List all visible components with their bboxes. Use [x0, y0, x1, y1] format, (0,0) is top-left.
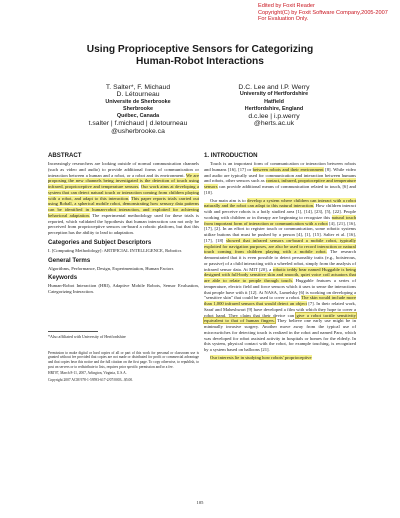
author-email: @usherbrooke.ca [111, 127, 165, 135]
intro-text: Our main aim is to [210, 197, 246, 203]
intro-paragraph [204, 198, 356, 353]
column-spacer [48, 341, 199, 351]
author-affiliation: Universite de Sherbrooke [105, 98, 171, 105]
copyright-line: Copyright 2007 ACM 978-1-59593-617-2/07/0003...$5.00. [48, 377, 134, 382]
highlighted-text: robotic teddy bear named Huggable is being designed with full-body sensitive skin and smooth, quiet voice coil actuators that are able to relate to people through touch. [204, 266, 357, 283]
author-names: D. Létourneau [116, 91, 160, 99]
highlighted-text: Our work aims at developing a system that can detect natural touch or interaction coming from children playing with a robot, and adapt to this interaction. [48, 184, 200, 201]
left-column [48, 149, 199, 384]
intro-text: [4], [21], [16], [17], [2]. In an effort to register touch or communication, some robotic systems utilize buttons that must be pushed by a person [4], [1], [15]. Salter et al. [16], [17], [18] [204, 220, 356, 243]
highlighted-text: Our interests lie in studying how robots' proprioceptive [210, 354, 312, 360]
highlighted-text: The skin would include more than 1,000 infrared sensors that would detect an object [204, 295, 356, 306]
right-column [204, 149, 356, 363]
venue-line: HRI'07, March 8-11, 2007, Arlington, Virginia, U.S.A. [48, 371, 127, 376]
foxit-watermark [258, 3, 398, 23]
author-block-hertfordshire [214, 84, 334, 128]
watermark-line-3: For Evaluation Only. [258, 16, 309, 23]
watermark-line-2: Copyright(C) by Foxit Software Company,2005-2007 [258, 9, 388, 16]
author-affiliation: Hertfordshire, England [244, 105, 304, 112]
terms-text: Algorithms, Performance, Design, Experimentation, Human Factors [48, 265, 174, 271]
intro-paragraph [204, 355, 356, 361]
column-spacer [48, 297, 199, 327]
intro-text: Touch is an important form of communication or interaction between robots and humans [16], [17] or [204, 161, 356, 172]
highlighted-text: develop a system where children can interact with a robot naturally and the robot can adapt to this natural interaction. [204, 197, 356, 209]
abstract-paragraph [48, 161, 199, 236]
author-email: t.salter | f.michaud | d.letourneau [88, 120, 188, 128]
abstract-text: The experimental methodology used for these trials is reported, which validated the hypothesis that human interaction can not only be perceived from proprioceptive sensors on-board a robotic platform, but that this perception has the ability to lead to adaptation. [48, 212, 199, 235]
intro-paragraph [204, 161, 356, 196]
author-block-sherbrooke [78, 84, 198, 135]
author-affiliation: Hatfield [264, 98, 284, 105]
highlighted-text: We are proposing the new channels being investigated is the detection of touch using infrared, proprioceptive and temperature sensors. [48, 172, 199, 189]
terms-heading: General Terms [48, 256, 91, 264]
intro-text: [7]. In their related work, Saraf and Maheshwari [9] have developed a film with which they hope to cover a robot hand. They claim that their device can [204, 301, 356, 318]
abstract-heading: ABSTRACT [48, 152, 82, 159]
categories-heading: Categories and Subject Descriptors [48, 238, 152, 246]
intro-text: How children interact with and perceive robots is a hotly studied area [1], [14], [23], [5], [22]. People working with children or in therapy are beginning to recognize this [204, 203, 356, 220]
keywords-text: Human-Robot Interaction (HRI), Adaptive Mobile Robots, Sensor Evaluation, Categorizing Interaction. [48, 283, 199, 294]
intro-text: [8]. While video and audio are typically used for communication and interaction between humans and robots, other sensors such as [204, 166, 356, 184]
highlighted-text: natural touch from important form of interaction or communication with a robot [204, 214, 357, 226]
author-affiliation: University of Hertfordshire [239, 91, 309, 98]
title-line-2: Human-Robot Interactions [136, 56, 264, 68]
intro-text: The research demonstrated that it is even possible to detect personality traits (e.g., boisterous, or passive) of a child interacting with a wheeled robot, simply from the analysis of infrared sensor data. At MIT [20], a [204, 249, 356, 272]
author-email: d.c.lee | i.p.werry [248, 113, 300, 121]
author-affiliation: Sherbrooke [123, 105, 153, 112]
footnote-rule [48, 331, 98, 332]
page-number: 105 [196, 500, 204, 505]
permission-notice: Permission to make digital or hard copies of all or part of this work for personal or classroom use is granted without fee provided that copies are not made or distributed for profit or commercial advantage and that copies bear this notice and the full citation on the first page. To copy otherwise, to republish, to post on servers or to redistribute to lists, requires prior specific permission and/or a fee. [48, 350, 199, 369]
intro-text: They believe one early use might be in minimally invasive surgery. Another move away from the typical use of microswitches for detecting touch is realized in the robot and named Paro, which was developed for robot assisted activity in hospitals or homes for the elderly. In this system, physical contact with the robot, for example touching, is recognized by a system based on balloons [21]. [204, 318, 356, 352]
highlighted-text: showed that infrared sensors on-board a mobile robot, typically exploited for navigation purposes, are also be used to record interaction or natural touch coming from children playing with a mobile robot. [204, 237, 356, 255]
highlighted-text: This paper reports trials carried out using Roball, a spherical mobile robot, demonstrating how sensory data patterns can be identified in human-robot interaction, and exploited for achieving behavioral adaptation. [48, 195, 200, 218]
keywords-heading: Keywords [48, 274, 78, 282]
highlighted-text: give a robot tactile sensitivity equivalent to that of human fingers. [204, 312, 356, 324]
author-names: T. Salter*, F. Michaud [105, 84, 171, 91]
author-names: D.C. Lee and I.P. Werry [238, 84, 310, 91]
author-email: @herts.ac.uk [253, 120, 295, 128]
author-affiliation: Québec, Canada [116, 113, 160, 120]
categories-text: I. [Computing Methodology]: ARTIFICIAL INTELLIGENCE, Robotics [48, 247, 182, 253]
highlighted-text: between robots and their environment [252, 166, 324, 172]
highlighted-text: contact, infrared, proprioceptive and temperature sensors [204, 178, 357, 189]
title-line-1: Using Proprioceptive Sensors for Categorizing [86, 44, 314, 55]
abstract-text: Increasingly researchers are looking outside of normal communication channels (such as video and audio) to provide additional forms of communication or interaction between a human and a robot, or a robot and its environment. [48, 161, 199, 178]
footnote: *Also affiliated with University of Hertfordshire [48, 333, 126, 339]
intro-text: Huggable features a series of temperature, electric field and force sensors which it uses to sense the interactions that people have with it [12]. At NASA, Lumelsky [6] is working on developing a "sensitive skin" that could be used to cover a robot. [204, 278, 356, 301]
intro-text: can provide additional means of communication related to touch, [6] and [10]. [204, 184, 356, 195]
paper-title [0, 44, 400, 69]
watermark-line-1: Edited by Foxit Reader [258, 3, 315, 9]
introduction-heading: 1. INTRODUCTION [204, 152, 258, 159]
